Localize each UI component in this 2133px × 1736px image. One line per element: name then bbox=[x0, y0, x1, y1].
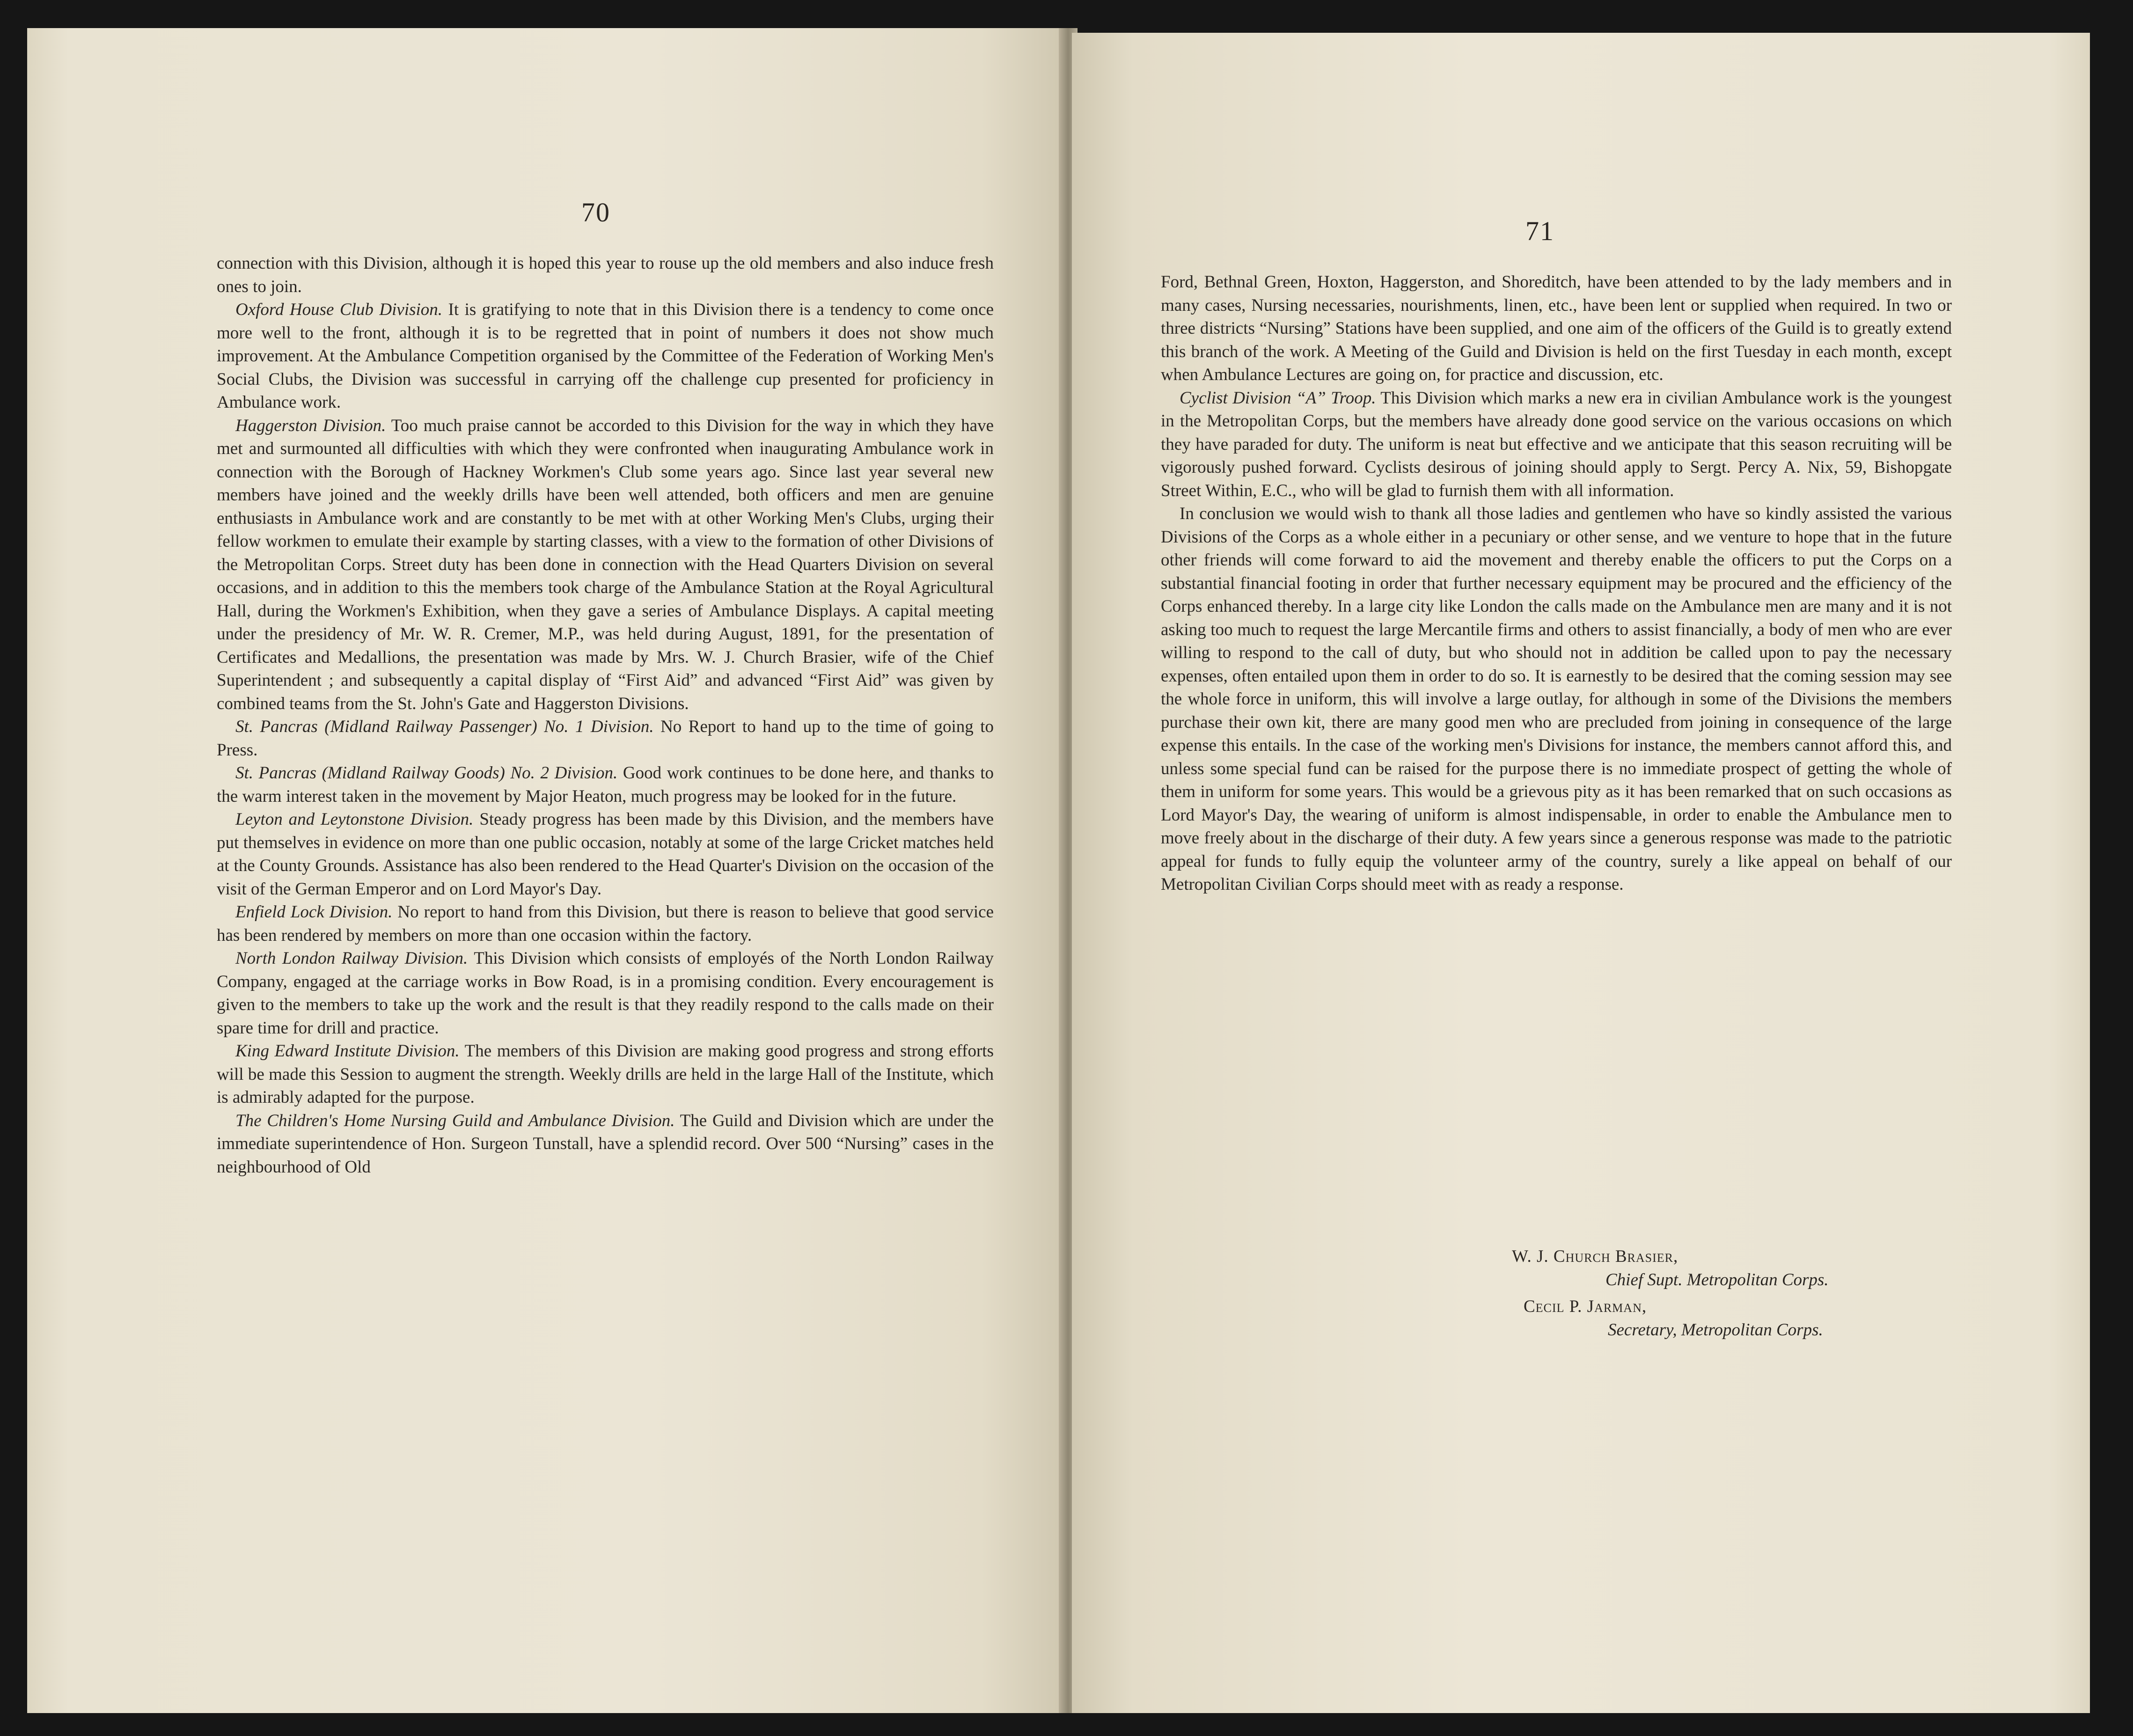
division-heading: North London Railway Division. bbox=[235, 949, 468, 968]
division-heading: St. Pancras (Midland Railway Passenger) No. 1 Division. bbox=[235, 717, 654, 736]
paragraph: St. Pancras (Midland Railway Passenger) No. 1 Division. No Report to hand up to the time of going to Press. bbox=[217, 717, 994, 760]
right-page bbox=[1072, 33, 2090, 1713]
division-heading: St. Pancras (Midland Railway Goods) No. 2 Division. bbox=[235, 763, 618, 783]
paragraph: In conclusion we would wish to thank all those ladies and gentlemen who have so kindly assisted the various Divisions of the Corps as a whole either in a pecuniary or other sense, and we venture to hope that in the future other friends will come forward to aid the movement and thereby enable the officers to put the Corps on a substantial financial footing in order that further necessary equipment may be procured and the efficiency of the Corps enhanced thereby. In a large city like London the calls made on the Ambulance men are many and it is not asking too much to request the large Mercantile firms and others to assist financially, a body of men who are ever willing to respond to the call of duty, but who should not in addition be called upon to pay the necessary expenses, often entailed upon them in order to do so. It is earnestly to be desired that the coming session may see the whole force in uniform, this will involve a large outlay, for although in some of the Divisions the members purchase their own kit, there are many good men who are precluded from joining in consequence of the large expense this entails. In the case of the working men's Divisions for instance, the members cannot afford this, and unless some special fund can be raised for the purpose there is no immediate prospect of getting the whole of them in uniform for some years. This would be a grievous pity as it has been remarked that on such occasions as Lord Mayor's Day, the wearing of uniform is almost indispensable, in order to enable the Ambulance men to move freely about in the discharge of their duty. A few years since a generous response was made to the patriotic appeal for funds to fully equip the volunteer army of the country, surely a like appeal on behalf of our Metropolitan Civilian Corps should meet with as ready a response. bbox=[1161, 504, 1952, 894]
paragraph: Oxford House Club Division. It is gratifying to note that in this Division there is a tendency to come once more well to the front, although it is to be regretted that in point of numbers it does not show much improvement. At the Ambulance Competition organised by the Committee of the Federation of Working Men's Social Clubs, the Division was successful in carrying off the challenge cup presented for proficiency in Ambulance work. bbox=[217, 300, 994, 412]
division-heading: Haggerston Division. bbox=[235, 416, 386, 435]
right-page-text bbox=[1161, 271, 1952, 896]
paragraph: St. Pancras (Midland Railway Goods) No. 2 Division. Good work continues to be done here, and thanks to the warm interest taken in the movement by Major Heaton, much progress may be looked for in the future. bbox=[217, 763, 994, 806]
left-page-text bbox=[217, 252, 994, 1179]
division-heading: The Children's Home Nursing Guild and Ambulance Division. bbox=[235, 1111, 675, 1130]
signatory-name: Cecil P. Jarman, bbox=[1524, 1297, 1647, 1316]
signature-jarman bbox=[1524, 1295, 2038, 1342]
signatory-name: W. J. Church Brasier, bbox=[1512, 1247, 1679, 1266]
signature-brasier bbox=[1512, 1245, 2027, 1292]
signatory-title: Chief Supt. Metropolitan Corps. bbox=[1605, 1270, 1829, 1289]
paragraph: Cyclist Division “A” Troop. This Division which marks a new era in civilian Ambulance work is the youngest in the Metropolitan Corps, but the members have already done good service on the various occasions on which they have paraded for duty. The uniform is neat but effective and we anticipate that this season recruiting will be vigorously pushed forward. Cyclists desirous of joining should apply to Sergt. Percy A. Nix, 59, Bishopgate Street Within, E.C., who will be glad to furnish them with all information. bbox=[1161, 388, 1952, 500]
paragraph: King Edward Institute Division. The members of this Division are making good progress and strong efforts will be made this Session to augment the strength. Weekly drills are held in the large Hall of the Institute, which is admirably adapted for the purpose. bbox=[217, 1041, 994, 1107]
paragraph: Ford, Bethnal Green, Hoxton, Haggerston, and Shoreditch, have been attended to by the lady members and in many cases, Nursing necessaries, nourishments, linen, etc., have been lent or supplied when required. In two or three districts “Nursing” Stations have been supplied, and one aim of the officers of the Guild is to greatly extend this branch of the work. A Meeting of the Guild and Division is held on the first Tuesday in each month, except when Ambulance Lectures are going on, for practice and discussion, etc. bbox=[1161, 272, 1952, 384]
signatory-title: Secretary, Metropolitan Corps. bbox=[1608, 1320, 1823, 1340]
paragraph: Leyton and Leytonstone Division. Steady progress has been made by this Division, and the members have put themselves in evidence on more than one public occasion, notably at some of the large Cricket matches held at the County Grounds. Assistance has also been rendered to the Head Quarter's Division on the occasion of the visit of the German Emperor and on Lord Mayor's Day. bbox=[217, 810, 994, 899]
page-number-right: 71 bbox=[1525, 216, 1554, 246]
page-number-left: 70 bbox=[581, 197, 610, 227]
division-heading: Cyclist Division “A” Troop. bbox=[1180, 388, 1376, 408]
paragraph: Enfield Lock Division. No report to hand from this Division, but there is reason to believe that good service has been rendered by members on more than one occasion within the factory. bbox=[217, 902, 994, 945]
division-heading: Oxford House Club Division. bbox=[235, 300, 443, 319]
paragraph: North London Railway Division. This Division which consists of employés of the North London Railway Company, engaged at the carriage works in Bow Road, is in a promising condition. Every encouragement is given to the members to take up the work and the result is that they readily respond to the calls made on their spare time for drill and practice. bbox=[217, 949, 994, 1038]
left-page bbox=[27, 28, 1064, 1713]
paragraph: The Children's Home Nursing Guild and Ambulance Division. The Guild and Division which are under the immediate superintendence of Hon. Surgeon Tunstall, have a splendid record. Over 500 “Nursing” cases in the neighbourhood of Old bbox=[217, 1111, 994, 1177]
paragraph: connection with this Division, although it is hoped this year to rouse up the old members and also induce fresh ones to join. bbox=[217, 254, 994, 296]
division-heading: King Edward Institute Division. bbox=[235, 1041, 460, 1061]
paragraph: Haggerston Division. Too much praise cannot be accorded to this Division for the way in which they have met and surmounted all difficulties with which they were confronted when inaugurating Ambulance work in connection with the Borough of Hackney Workmen's Club some years ago. Since last year several new members have joined and the weekly drills have been well attended, both officers and men are genuine enthusiasts in Ambulance work and are constantly to be met with at other Working Men's Clubs, urging their fellow workmen to emulate their example by starting classes, with a view to the formation of other Divisions of the Metropolitan Corps. Street duty has been done in connection with the Head Quarters Division on several occasions, and in addition to this the members took charge of the Ambulance Station at the Royal Agricultural Hall, during the Workmen's Exhibition, when they gave a series of Ambulance Displays. A capital meeting under the presidency of Mr. W. R. Cremer, M.P., was held during August, 1891, for the presentation of Certificates and Medallions, the presentation was made by Mrs. W. J. Church Brasier, wife of the Chief Superintendent ; and subsequently a capital display of “First Aid” and advanced “First Aid” was given by combined teams from the St. John's Gate and Haggerston Divisions. bbox=[217, 416, 994, 713]
division-heading: Leyton and Leytonstone Division. bbox=[235, 810, 474, 829]
division-heading: Enfield Lock Division. bbox=[235, 902, 393, 922]
